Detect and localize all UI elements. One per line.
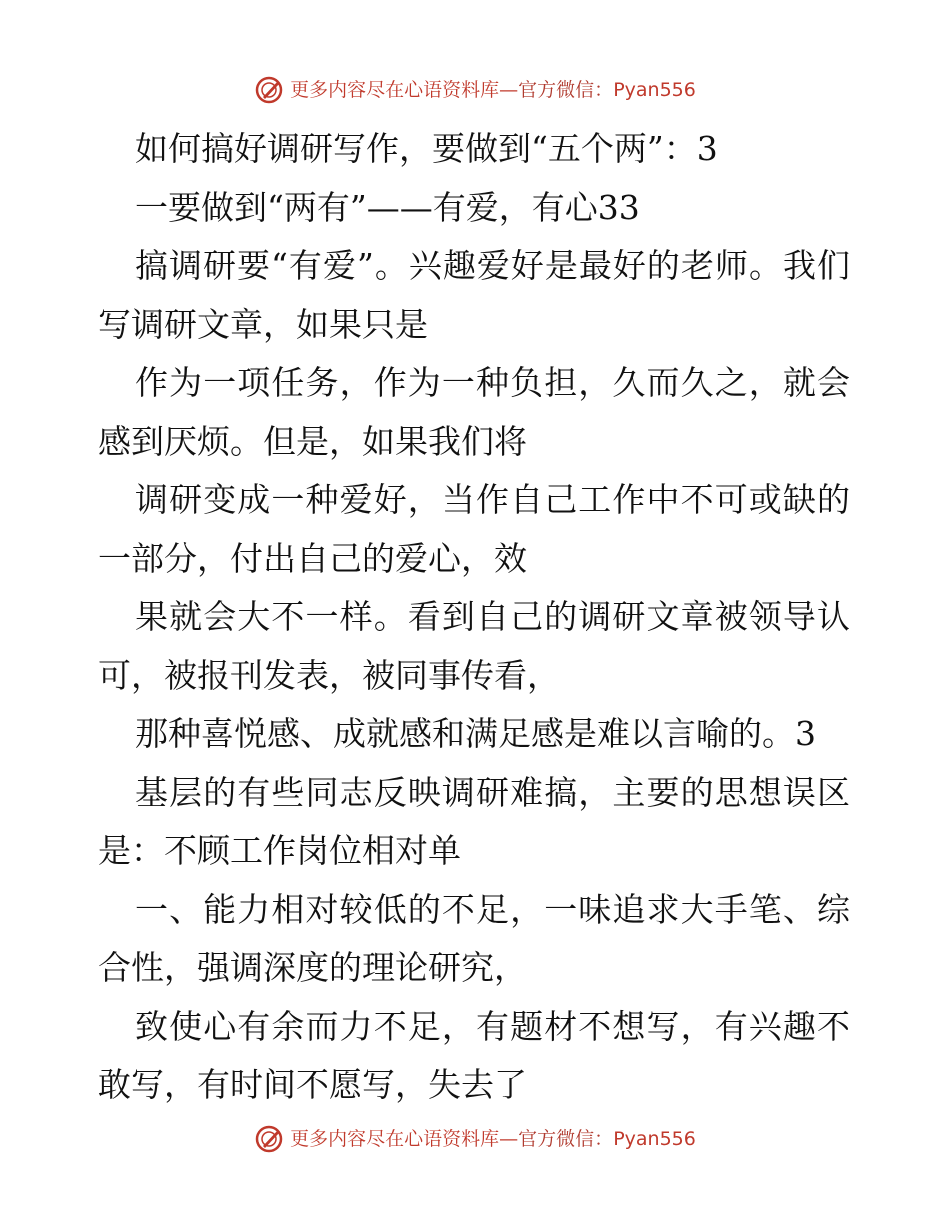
banner-separator: — xyxy=(499,1128,519,1150)
banner-wechat-label: 官方微信： xyxy=(518,1128,614,1150)
banner-separator: — xyxy=(499,79,519,101)
paragraph-2: 一要做到“两有”——有爱，有心33 xyxy=(135,187,640,227)
banner-wechat-id: Pyan556 xyxy=(613,79,696,101)
paragraph-9: 一、能力相对较低的不足，一味追求大手笔、综合性，强调深度的理论研究， xyxy=(98,889,850,987)
paragraph-10: 致使心有余而力不足，有题材不想写，有兴趣不敢写，有时间不愿写，失去了 xyxy=(98,1006,850,1104)
paragraph-4: 作为一项任务，作为一种负担，久而久之，就会感到厌烦。但是，如果我们将 xyxy=(98,363,850,461)
header-watermark-banner xyxy=(0,72,950,108)
document-body xyxy=(98,120,850,1115)
banner-wechat-label: 官方微信： xyxy=(518,79,614,101)
banner-brand-text: 更多内容尽在心语资料库 xyxy=(290,79,500,101)
paragraph-1: 如何搞好调研写作，要做到“五个两”：3 xyxy=(135,129,718,168)
paragraph-8: 基层的有些同志反映调研难搞，主要的思想误区是：不顾工作岗位相对单 xyxy=(98,772,850,870)
pen-in-circle-icon xyxy=(254,1124,284,1154)
banner-brand-text: 更多内容尽在心语资料库 xyxy=(290,1128,500,1150)
paragraph-7: 那种喜悦感、成就感和满足感是难以言喻的。3 xyxy=(135,714,816,753)
paragraph-3: 搞调研要“有爱”。兴趣爱好是最好的老师。我们写调研文章，如果只是 xyxy=(98,246,850,344)
banner-wechat-id: Pyan556 xyxy=(613,1128,696,1150)
paragraph-6: 果就会大不一样。看到自己的调研文章被领导认可，被报刊发表，被同事传看， xyxy=(98,597,850,695)
footer-watermark-banner xyxy=(0,1121,950,1157)
paragraph-5: 调研变成一种爱好，当作自己工作中不可或缺的一部分，付出自己的爱心，效 xyxy=(98,480,850,578)
pen-in-circle-icon xyxy=(254,75,284,105)
